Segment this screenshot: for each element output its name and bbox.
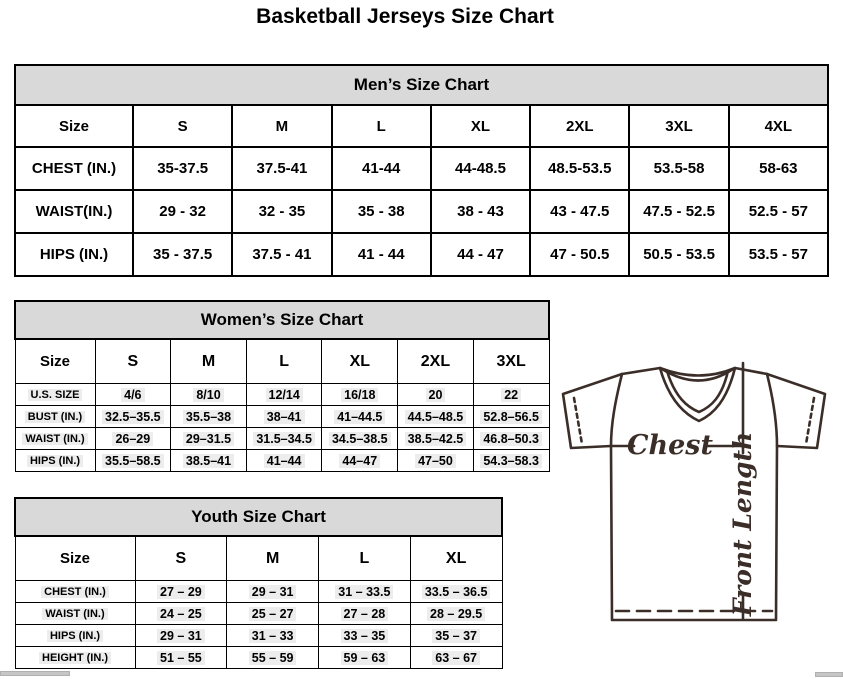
row-label bbox=[15, 581, 135, 603]
table-cell: 47.5 - 52.5 bbox=[629, 190, 728, 233]
table-header-row bbox=[15, 105, 828, 147]
table-cell bbox=[227, 581, 319, 603]
table-row bbox=[15, 625, 502, 647]
table-cell bbox=[246, 384, 322, 406]
cell-value: U.S. SIZE bbox=[28, 389, 83, 401]
table-cell: 35 - 37.5 bbox=[133, 233, 232, 276]
column-header: 2XL bbox=[530, 105, 629, 147]
table-cell: 32 - 35 bbox=[232, 190, 331, 233]
column-header: M bbox=[227, 536, 319, 581]
row-label bbox=[15, 625, 135, 647]
table-row bbox=[15, 647, 502, 669]
table-title-row bbox=[15, 301, 549, 339]
table-row bbox=[15, 147, 828, 190]
column-header: XL bbox=[431, 105, 530, 147]
cell-value: 32.5–35.5 bbox=[102, 410, 164, 424]
cell-value: 20 bbox=[426, 388, 446, 402]
table-row bbox=[15, 428, 549, 450]
table-cell: 41 - 44 bbox=[332, 233, 431, 276]
table-cell bbox=[322, 450, 398, 472]
table-cell bbox=[473, 450, 549, 472]
cell-value: 38.5–41 bbox=[183, 454, 234, 468]
horizontal-scrollbar-thumb[interactable] bbox=[0, 671, 70, 676]
table-cell bbox=[398, 450, 474, 472]
cell-value: WAIST (IN.) bbox=[42, 608, 107, 620]
column-header: L bbox=[246, 339, 322, 384]
table-row bbox=[15, 450, 549, 472]
table-cell bbox=[473, 428, 549, 450]
cell-value: 35.5–38 bbox=[183, 410, 234, 424]
column-header: XL bbox=[410, 536, 502, 581]
column-header: S bbox=[95, 339, 171, 384]
cell-value: 27 – 28 bbox=[341, 607, 389, 621]
table-cell bbox=[227, 603, 319, 625]
cell-value: 26–29 bbox=[112, 432, 153, 446]
cell-value: 31.5–34.5 bbox=[253, 432, 315, 446]
row-label bbox=[15, 384, 95, 406]
table-cell bbox=[171, 384, 247, 406]
column-header: Size bbox=[15, 536, 135, 581]
cell-value: 47–50 bbox=[415, 454, 456, 468]
table-cell: 47 - 50.5 bbox=[530, 233, 629, 276]
table-cell bbox=[171, 406, 247, 428]
cell-value: 16/18 bbox=[341, 388, 378, 402]
cell-value: 24 – 25 bbox=[157, 607, 205, 621]
table-cell: 44-48.5 bbox=[431, 147, 530, 190]
table-row bbox=[15, 384, 549, 406]
table-cell bbox=[473, 384, 549, 406]
cell-value: 59 – 63 bbox=[341, 651, 389, 665]
table-cell bbox=[319, 581, 411, 603]
table-cell bbox=[410, 647, 502, 669]
table-cell bbox=[135, 625, 227, 647]
column-header: XL bbox=[322, 339, 398, 384]
table-title-row bbox=[15, 65, 828, 105]
table-cell bbox=[319, 647, 411, 669]
mens-chart-title: Men’s Size Chart bbox=[15, 65, 828, 105]
cell-value: 63 – 67 bbox=[432, 651, 480, 665]
youth-size-chart-table bbox=[14, 497, 503, 669]
cell-value: 38–41 bbox=[264, 410, 305, 424]
cell-value: 51 – 55 bbox=[157, 651, 205, 665]
table-cell bbox=[246, 406, 322, 428]
table-cell: 41-44 bbox=[332, 147, 431, 190]
table-cell bbox=[246, 428, 322, 450]
table-cell: 43 - 47.5 bbox=[530, 190, 629, 233]
womens-size-chart-table bbox=[14, 300, 550, 472]
cell-value: WAIST (IN.) bbox=[22, 433, 87, 445]
table-cell bbox=[322, 428, 398, 450]
row-label bbox=[15, 647, 135, 669]
cell-value: 52.8–56.5 bbox=[480, 410, 542, 424]
cell-value: 44–47 bbox=[339, 454, 380, 468]
table-cell bbox=[227, 625, 319, 647]
table-row bbox=[15, 233, 828, 276]
table-row bbox=[15, 190, 828, 233]
column-header: S bbox=[135, 536, 227, 581]
column-header: M bbox=[171, 339, 247, 384]
cell-value: CHEST (IN.) bbox=[41, 586, 109, 598]
table-cell bbox=[95, 406, 171, 428]
cell-value: 33 – 35 bbox=[341, 629, 389, 643]
table-cell: 52.5 - 57 bbox=[729, 190, 828, 233]
cell-value: 44.5–48.5 bbox=[405, 410, 467, 424]
cell-value: 29–31.5 bbox=[183, 432, 234, 446]
jersey-outline bbox=[563, 368, 825, 620]
womens-chart-title: Women’s Size Chart bbox=[15, 301, 549, 339]
table-cell bbox=[410, 603, 502, 625]
table-cell bbox=[410, 625, 502, 647]
table-cell bbox=[135, 647, 227, 669]
table-header-row bbox=[15, 536, 502, 581]
cell-value: 22 bbox=[501, 388, 521, 402]
row-label bbox=[15, 406, 95, 428]
cell-value: 4/6 bbox=[121, 388, 144, 402]
cell-value: 31 – 33 bbox=[249, 629, 297, 643]
column-header: L bbox=[332, 105, 431, 147]
table-cell: 53.5 - 57 bbox=[729, 233, 828, 276]
cell-value: 25 – 27 bbox=[249, 607, 297, 621]
row-label bbox=[15, 450, 95, 472]
table-cell bbox=[398, 406, 474, 428]
cell-value: 35 – 37 bbox=[432, 629, 480, 643]
table-cell: 48.5-53.5 bbox=[530, 147, 629, 190]
column-header: Size bbox=[15, 339, 95, 384]
table-cell bbox=[227, 647, 319, 669]
table-cell bbox=[473, 406, 549, 428]
row-label bbox=[15, 603, 135, 625]
table-row bbox=[15, 603, 502, 625]
table-title-row bbox=[15, 498, 502, 536]
table-cell bbox=[322, 406, 398, 428]
cell-value: 12/14 bbox=[266, 388, 303, 402]
table-cell bbox=[410, 581, 502, 603]
horizontal-scrollbar-fragment[interactable] bbox=[815, 672, 843, 677]
cell-value: 29 – 31 bbox=[157, 629, 205, 643]
column-header: S bbox=[133, 105, 232, 147]
table-cell bbox=[135, 581, 227, 603]
table-cell: 37.5-41 bbox=[232, 147, 331, 190]
column-header: L bbox=[319, 536, 411, 581]
table-cell: 38 - 43 bbox=[431, 190, 530, 233]
table-cell bbox=[171, 428, 247, 450]
column-header: Size bbox=[15, 105, 133, 147]
cell-value: 27 – 29 bbox=[157, 585, 205, 599]
cell-value: 28 – 29.5 bbox=[427, 607, 485, 621]
cell-value: 46.8–50.3 bbox=[480, 432, 542, 446]
column-header: M bbox=[232, 105, 331, 147]
column-header: 3XL bbox=[473, 339, 549, 384]
column-header: 3XL bbox=[629, 105, 728, 147]
cell-value: 38.5–42.5 bbox=[405, 432, 467, 446]
table-cell: 35 - 38 bbox=[332, 190, 431, 233]
table-header-row bbox=[15, 339, 549, 384]
table-cell bbox=[95, 384, 171, 406]
cell-value: 33.5 – 36.5 bbox=[422, 585, 491, 599]
cell-value: HIPS (IN.) bbox=[47, 630, 103, 642]
column-header: 2XL bbox=[398, 339, 474, 384]
mens-size-chart-table bbox=[14, 64, 829, 277]
cell-value: 41–44 bbox=[264, 454, 305, 468]
cell-value: 41–44.5 bbox=[334, 410, 385, 424]
cell-value: BUST (IN.) bbox=[25, 411, 85, 423]
cell-value: 34.5–38.5 bbox=[329, 432, 391, 446]
cell-value: 8/10 bbox=[193, 388, 223, 402]
table-row bbox=[15, 406, 549, 428]
chest-label: Chest bbox=[627, 430, 713, 461]
cell-value: 29 – 31 bbox=[249, 585, 297, 599]
table-cell: 35-37.5 bbox=[133, 147, 232, 190]
table-cell bbox=[319, 625, 411, 647]
table-cell bbox=[246, 450, 322, 472]
cell-value: 54.3–58.3 bbox=[480, 454, 542, 468]
table-row bbox=[15, 581, 502, 603]
cell-value: 35.5–58.5 bbox=[102, 454, 164, 468]
front-length-label: Front Length bbox=[728, 431, 757, 617]
row-label: HIPS (IN.) bbox=[15, 233, 133, 276]
column-header: 4XL bbox=[729, 105, 828, 147]
page-title: Basketball Jerseys Size Chart bbox=[256, 5, 554, 28]
table-cell bbox=[95, 450, 171, 472]
cell-value: HEIGHT (IN.) bbox=[39, 652, 111, 664]
row-label bbox=[15, 428, 95, 450]
cell-value: 31 – 33.5 bbox=[335, 585, 393, 599]
table-cell bbox=[398, 428, 474, 450]
table-cell bbox=[95, 428, 171, 450]
table-cell: 50.5 - 53.5 bbox=[629, 233, 728, 276]
jersey-measurement-diagram bbox=[556, 356, 843, 668]
table-cell: 53.5-58 bbox=[629, 147, 728, 190]
cell-value: 55 – 59 bbox=[249, 651, 297, 665]
table-cell: 58-63 bbox=[729, 147, 828, 190]
table-cell: 44 - 47 bbox=[431, 233, 530, 276]
table-cell: 37.5 - 41 bbox=[232, 233, 331, 276]
row-label: CHEST (IN.) bbox=[15, 147, 133, 190]
table-cell bbox=[319, 603, 411, 625]
youth-chart-title: Youth Size Chart bbox=[15, 498, 502, 536]
table-cell bbox=[135, 603, 227, 625]
row-label: WAIST(IN.) bbox=[15, 190, 133, 233]
jersey-diagram-svg bbox=[556, 356, 843, 668]
cell-value: HIPS (IN.) bbox=[27, 455, 83, 467]
table-cell bbox=[171, 450, 247, 472]
table-cell bbox=[322, 384, 398, 406]
table-cell: 29 - 32 bbox=[133, 190, 232, 233]
table-cell bbox=[398, 384, 474, 406]
